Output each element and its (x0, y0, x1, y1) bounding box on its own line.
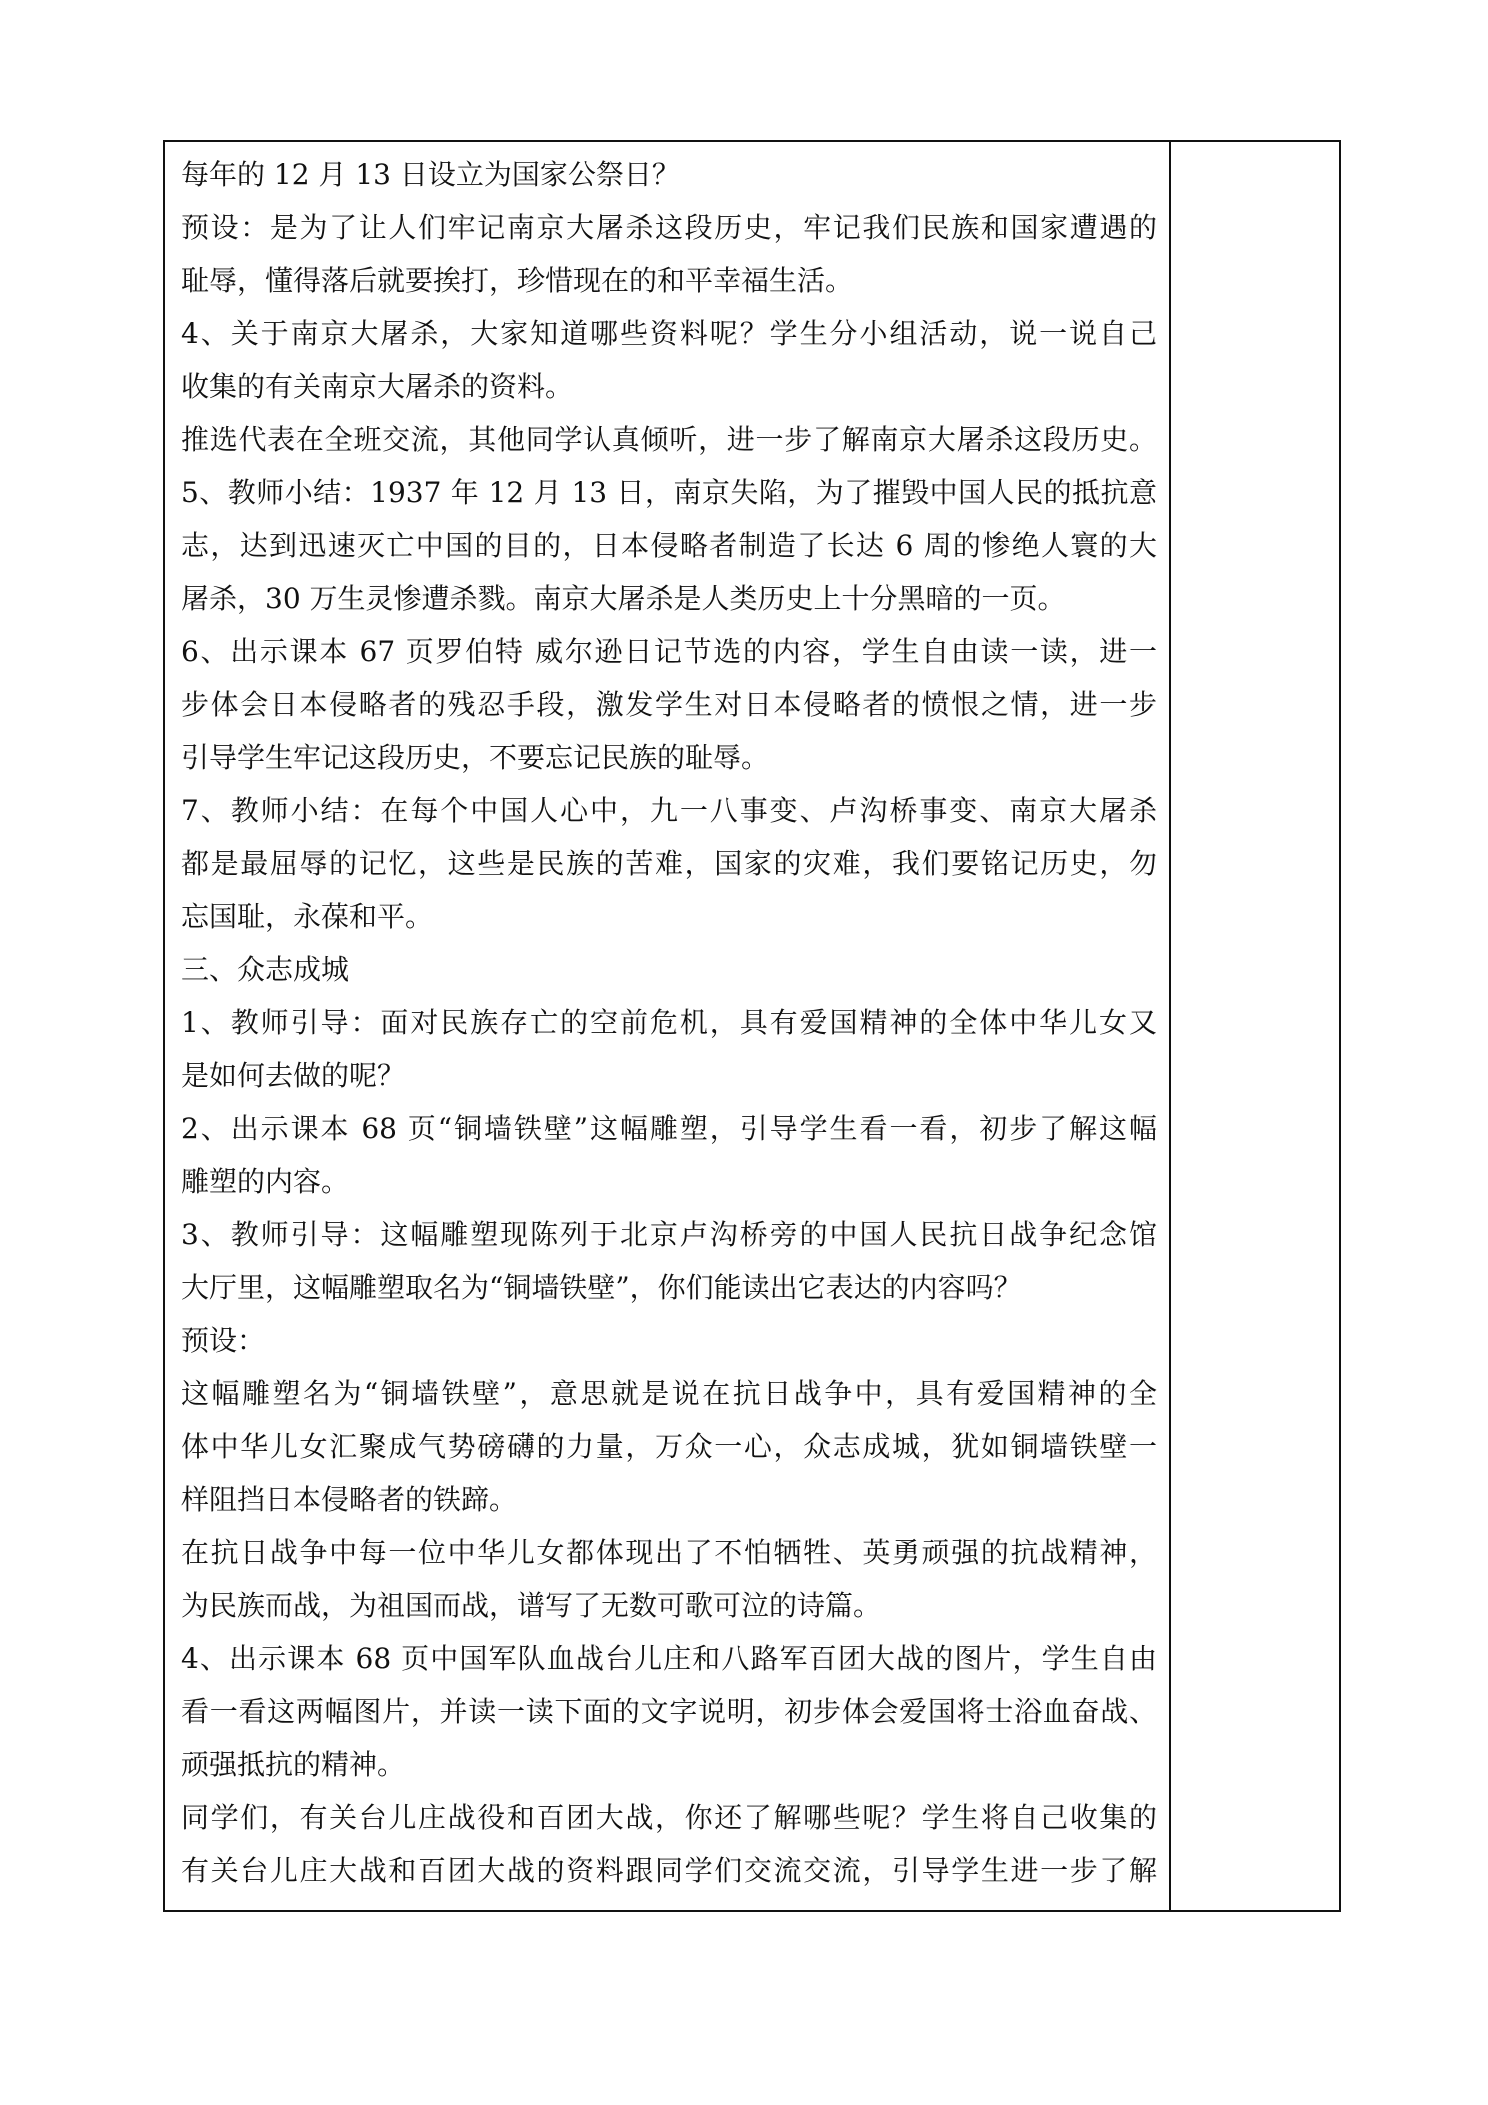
lesson-plan-table (163, 140, 1341, 1912)
text-line: 5、教师小结：1937 年 12 月 13 日，南京失陷，为了摧毁中国人民的抵抗意 (181, 476, 1157, 509)
text-line: 都是最屈辱的记忆，这些是民族的苦难，国家的灾难，我们要铭记历史，勿 (181, 847, 1157, 880)
text-line: 是如何去做的呢？ (181, 1059, 406, 1092)
text-line: 步体会日本侵略者的残忍手段，激发学生对日本侵略者的愤恨之情，进一步 (181, 688, 1157, 721)
text-line: 忘国耻，永葆和平。 (181, 900, 434, 933)
text-line: 志，达到迅速灭亡中国的目的，日本侵略者制造了长达 6 周的惨绝人寰的大 (181, 529, 1157, 562)
text-line: 推选代表在全班交流，其他同学认真倾听，进一步了解南京大屠杀这段历史。 (181, 423, 1157, 456)
text-line: 大厅里，这幅雕塑取名为“铜墙铁壁”，你们能读出它表达的内容吗？ (181, 1271, 1022, 1304)
text-line: 预设： (181, 1324, 266, 1357)
text-line: 看一看这两幅图片，并读一读下面的文字说明，初步体会爱国将士浴血奋战、 (181, 1695, 1157, 1728)
text-line: 每年的 12 月 13 日设立为国家公祭日？ (181, 158, 680, 191)
text-line: 为民族而战，为祖国而战，谱写了无数可歌可泣的诗篇。 (181, 1589, 882, 1622)
remarks-cell (1171, 142, 1339, 1910)
text-line: 同学们，有关台儿庄战役和百团大战，你还了解哪些呢？学生将自己收集的 (181, 1801, 1157, 1834)
text-line: 收集的有关南京大屠杀的资料。 (181, 370, 574, 403)
text-line: 在抗日战争中每一位中华儿女都体现出了不怕牺牲、英勇顽强的抗战精神， (181, 1536, 1157, 1569)
text-line: 6、出示课本 67 页罗伯特 威尔逊日记节选的内容，学生自由读一读，进一 (181, 635, 1157, 668)
text-line: 引导学生牢记这段历史，不要忘记民族的耻辱。 (181, 741, 770, 774)
text-line: 2、出示课本 68 页“铜墙铁壁”这幅雕塑，引导学生看一看，初步了解这幅 (181, 1112, 1157, 1145)
text-line: 7、教师小结：在每个中国人心中，九一八事变、卢沟桥事变、南京大屠杀 (181, 794, 1157, 827)
section-heading: 三、众志成城 (181, 953, 350, 986)
text-line: 这幅雕塑名为“铜墙铁壁”，意思就是说在抗日战争中，具有爱国精神的全 (181, 1377, 1157, 1410)
text-line: 样阻挡日本侵略者的铁蹄。 (181, 1483, 518, 1516)
text-line: 4、出示课本 68 页中国军队血战台儿庄和八路军百团大战的图片，学生自由 (181, 1642, 1157, 1675)
text-line: 1、教师引导：面对民族存亡的空前危机，具有爱国精神的全体中华儿女又 (181, 1006, 1157, 1039)
text-line: 4、关于南京大屠杀，大家知道哪些资料呢？学生分小组活动，说一说自己 (181, 317, 1157, 350)
text-line: 雕塑的内容。 (181, 1165, 350, 1198)
text-line: 顽强抵抗的精神。 (181, 1748, 406, 1781)
text-line: 预设：是为了让人们牢记南京大屠杀这段历史，牢记我们民族和国家遭遇的 (181, 211, 1157, 244)
text-line: 耻辱，懂得落后就要挨打，珍惜现在的和平幸福生活。 (181, 264, 854, 297)
text-line: 屠杀，30 万生灵惨遭杀戮。南京大屠杀是人类历史上十分黑暗的一页。 (181, 582, 1066, 615)
text-line: 有关台儿庄大战和百团大战的资料跟同学们交流交流，引导学生进一步了解 (181, 1854, 1157, 1887)
text-line: 体中华儿女汇聚成气势磅礴的力量，万众一心，众志成城，犹如铜墙铁壁一 (181, 1430, 1157, 1463)
lesson-content-cell (181, 148, 1157, 1908)
text-line: 3、教师引导：这幅雕塑现陈列于北京卢沟桥旁的中国人民抗日战争纪念馆 (181, 1218, 1157, 1251)
